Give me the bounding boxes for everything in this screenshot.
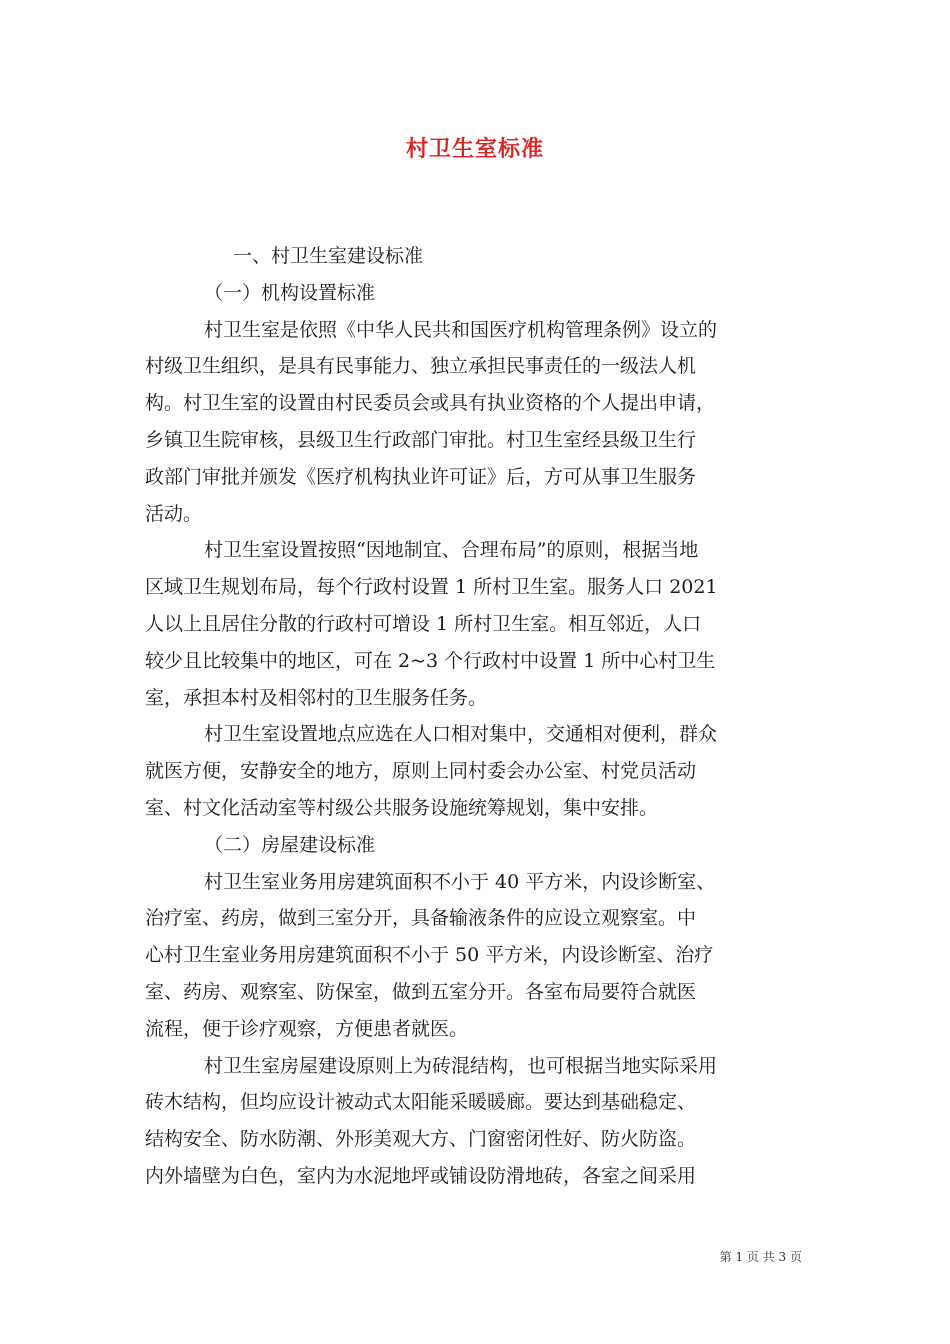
body-line: 村卫生室是依照《中华人民共和国医疗机构管理条例》设立的 [204, 318, 718, 341]
body-line: （一）机构设置标准 [204, 281, 376, 304]
body-line: （二）房屋建设标准 [204, 833, 376, 856]
body-line: 室，承担本村及相邻村的卫生服务任务。 [145, 686, 488, 709]
body-line: 砖木结构，但均应设计被动式太阳能采暖暖廊。要达到基础稳定、 [145, 1091, 697, 1114]
body-line: 就医方便，安静安全的地方，原则上同村委会办公室、村党员活动 [145, 760, 697, 783]
document-body [145, 238, 810, 1195]
document-title: 村卫生室标准 [405, 136, 544, 162]
body-line: 人以上且居住分散的行政村可增设 1 所村卫生室。相互邻近，人口 [145, 612, 702, 635]
body-line: 政部门审批并颁发《医疗机构执业许可证》后，方可从事卫生服务 [145, 465, 697, 488]
body-line: 乡镇卫生院审核，县级卫生行政部门审批。村卫生室经县级卫生行 [145, 428, 697, 451]
body-line: 村级卫生组织，是具有民事能力、独立承担民事责任的一级法人机 [145, 355, 697, 378]
body-line: 室、药房、观察室、防保室，做到五室分开。各室布局要符合就医 [145, 980, 697, 1003]
page-number: 第 1 页 共 3 页 [719, 1250, 802, 1264]
body-line: 活动。 [145, 502, 203, 525]
body-line: 流程，便于诊疗观察，方便患者就医。 [145, 1017, 469, 1040]
body-line: 心村卫生室业务用房建筑面积不小于 50 平方米，内设诊断室、治疗 [145, 944, 714, 967]
body-line: 结构安全、防水防潮、外形美观大方、门窗密闭性好、防火防盗。 [145, 1128, 697, 1151]
body-line: 村卫生室业务用房建筑面积不小于 40 平方米，内设诊断室、 [204, 870, 716, 893]
body-line: 区域卫生规划布局，每个行政村设置 1 所村卫生室。服务人口 2021 [145, 576, 718, 599]
body-line: 村卫生室设置按照“因地制宜、合理布局”的原则，根据当地 [204, 539, 699, 562]
body-line: 内外墙壁为白色，室内为水泥地坪或铺设防滑地砖，各室之间采用 [145, 1164, 697, 1187]
body-line: 一、村卫生室建设标准 [233, 245, 424, 267]
body-line: 村卫生室设置地点应选在人口相对集中，交通相对便利，群众 [204, 723, 718, 746]
body-line: 室、村文化活动室等村级公共服务设施统筹规划，集中安排。 [145, 796, 659, 819]
body-line: 村卫生室房屋建设原则上为砖混结构，也可根据当地实际采用 [204, 1054, 718, 1077]
body-line: 构。村卫生室的设置由村民委员会或具有执业资格的个人提出申请， [145, 392, 716, 415]
body-line: 治疗室、药房，做到三室分开，具备输液条件的应设立观察室。中 [145, 907, 697, 930]
body-line: 较少且比较集中的地区，可在 2~3 个行政村中设置 1 所中心村卫生 [145, 649, 716, 672]
